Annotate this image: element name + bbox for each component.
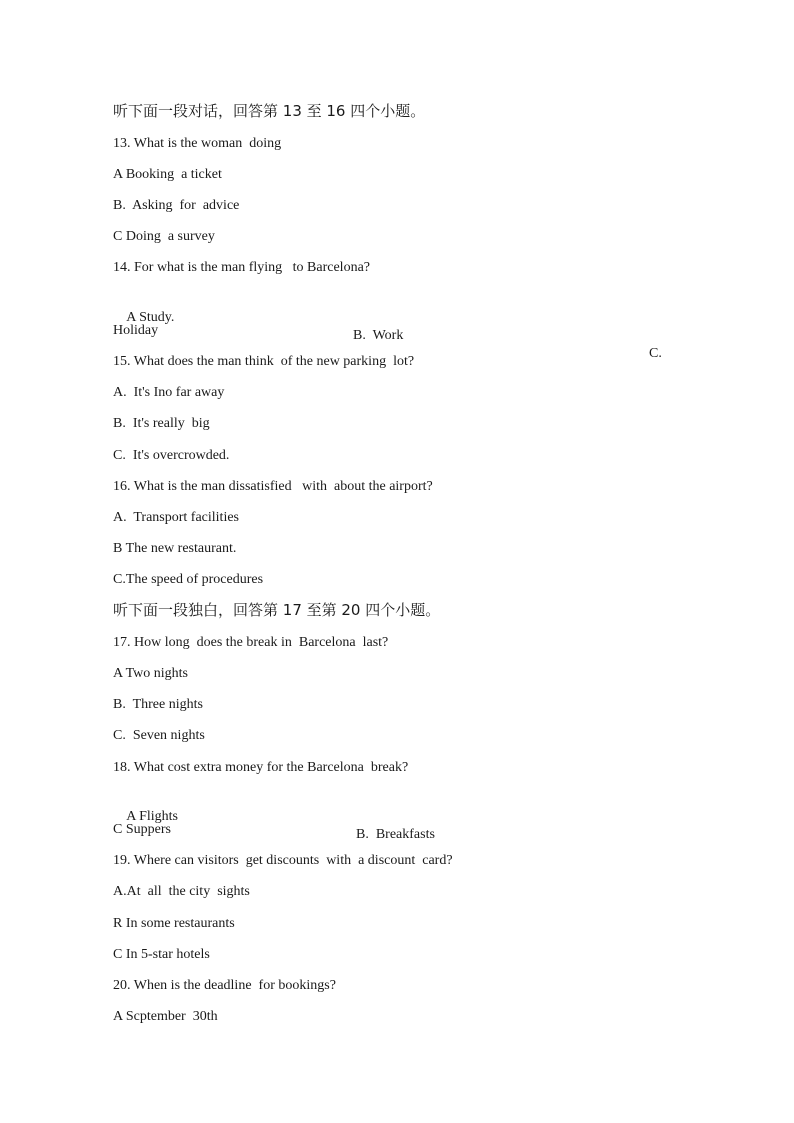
option-14-a: A Study. <box>126 310 175 325</box>
option-15-a: A. It's Ino far away <box>113 385 225 400</box>
section-heading-monologue: 听下面一段独白，回答第 17 至第 20 四个小题。 <box>113 601 441 619</box>
question-18: 18. What cost extra money for the Barcelona break? <box>113 760 409 775</box>
question-15: 15. What does the man think of the new parking lot? <box>113 354 415 369</box>
option-19-c: C In 5-star hotels <box>113 947 210 962</box>
option-18-c: C Suppers <box>113 822 171 837</box>
option-17-a: A Two nights <box>113 666 188 681</box>
question-14: 14. For what is the man flying to Barcelona? <box>113 260 370 275</box>
question-20: 20. When is the deadline for bookings? <box>113 978 336 993</box>
option-19-a: A.At all the city sights <box>113 884 250 899</box>
question-13: 13. What is the woman doing <box>113 136 282 151</box>
section-heading-dialogue: 听下面一段对话，回答第 13 至 16 四个小题。 <box>113 102 426 120</box>
option-18-a: A Flights <box>126 809 178 824</box>
option-16-a: A. Transport facilities <box>113 510 239 525</box>
option-14-c-letter: C. <box>649 346 662 361</box>
option-14-b: B. Work <box>353 328 404 343</box>
option-14-c-text: Holiday <box>113 323 159 338</box>
option-13-c: C Doing a survey <box>113 229 215 244</box>
option-13-a: A Booking a ticket <box>113 167 222 182</box>
option-17-b: B. Three nights <box>113 697 203 712</box>
question-17: 17. How long does the break in Barcelona last? <box>113 635 389 650</box>
option-20-a: A Scptember 30th <box>113 1009 218 1024</box>
question-16: 16. What is the man dissatisfied with about the airport? <box>113 479 433 494</box>
option-16-c: C.The speed of procedures <box>113 572 264 587</box>
option-15-b: B. It's really big <box>113 416 210 431</box>
question-19: 19. Where can visitors get discounts with a discount card? <box>113 853 453 868</box>
option-13-b: B. Asking for advice <box>113 198 240 213</box>
option-17-c: C. Seven nights <box>113 728 205 743</box>
option-19-b: R In some restaurants <box>113 916 235 931</box>
option-16-b: B The new restaurant. <box>113 541 237 556</box>
option-18-b: B. Breakfasts <box>356 827 435 842</box>
option-15-c: C. It's overcrowded. <box>113 448 230 463</box>
